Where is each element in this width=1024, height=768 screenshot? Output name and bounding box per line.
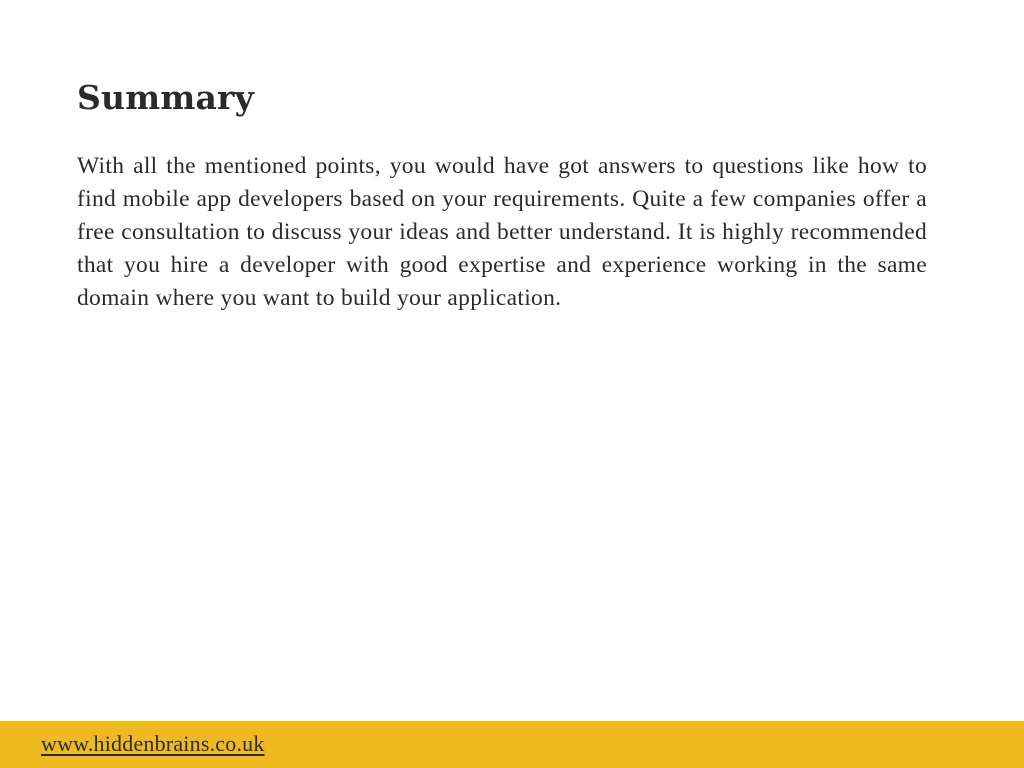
slide-body-text: With all the mentioned points, you would have got answers to questions like how to find mobile app developers based on your requirements. Quite a few companies offer a free consultation to discuss your ideas and better understand. It is highly recommended that you hire a developer with good expertise and experience working in the same domain where you want to build your application. — [77, 153, 927, 311]
footer-website-link[interactable]: www.hiddenbrains.co.uk — [41, 731, 265, 756]
footer-bar — [0, 721, 1024, 768]
slide-heading: Summary — [77, 78, 255, 117]
